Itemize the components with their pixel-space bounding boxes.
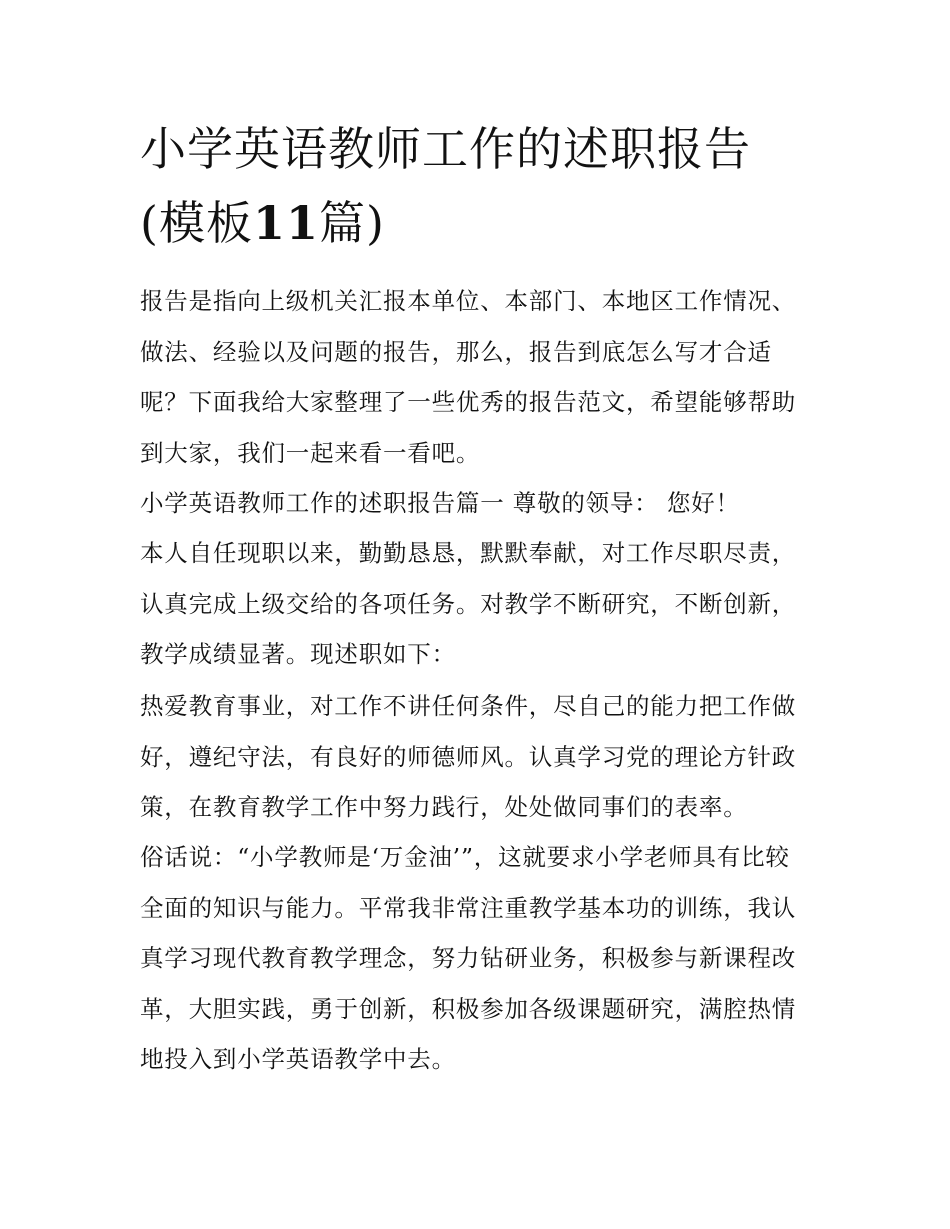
text-line: 小学英语教师工作的述职报告篇一 尊敬的领导： 您好！ — [140, 489, 740, 517]
text-line: 认真完成上级交给的各项任务。对教学不断研究，不断创新， — [140, 589, 797, 618]
text-line: 本人自任现职以来，勤勤恳恳，默默奉献，对工作尽职尽责， — [140, 539, 797, 567]
title-count: 11 — [252, 196, 319, 250]
body-paragraph-3 — [140, 832, 820, 1085]
body-paragraph-2 — [140, 681, 820, 833]
text-line: 真学习现代教育教学理念，努力钻研业务，积极参与新课程改 — [140, 944, 797, 972]
text-line: 全面的知识与能力。平常我非常注重教学基本功的训练，我认 — [140, 893, 797, 922]
text-line: 呢？下面我给大家整理了一些优秀的报告范文，希望能够帮助 — [140, 388, 797, 416]
text-line: 热爱教育事业，对工作不讲任何条件，尽自己的能力把工作做 — [140, 692, 797, 720]
text-line: 到大家，我们一起来看一看吧。 — [140, 438, 481, 467]
title-close: 篇) — [318, 196, 385, 250]
text-line: 俗话说：“小学教师是‘万金油’”，这就要求小学老师具有比较 — [140, 843, 790, 871]
text-line: 好，遵纪守法，有良好的师德师风。认真学习党的理论方针政 — [140, 742, 797, 771]
text-line: 地投入到小学英语教学中去。 — [140, 1045, 456, 1073]
title-line-1: 小学英语教师工作的述职报告 — [140, 122, 751, 176]
document-title — [140, 112, 820, 260]
text-line: 教学成绩显著。现述职如下： — [140, 640, 456, 668]
title-open: (模板 — [140, 196, 253, 250]
title-line-2 — [140, 196, 385, 250]
intro-paragraph — [140, 276, 820, 478]
text-line: 策，在教育教学工作中努力践行，处处做同事们的表率。 — [140, 793, 748, 821]
document-page — [140, 0, 820, 1229]
body-paragraph-1 — [140, 528, 820, 680]
text-line: 做法、经验以及问题的报告，那么，报告到底怎么写才合适 — [140, 337, 772, 366]
section-heading-paragraph — [140, 478, 820, 529]
text-line: 报告是指向上级机关汇报本单位、本部门、本地区工作情况、 — [140, 287, 797, 315]
text-line: 革，大胆实践，勇于创新，积极参加各级课题研究，满腔热情 — [140, 994, 797, 1023]
